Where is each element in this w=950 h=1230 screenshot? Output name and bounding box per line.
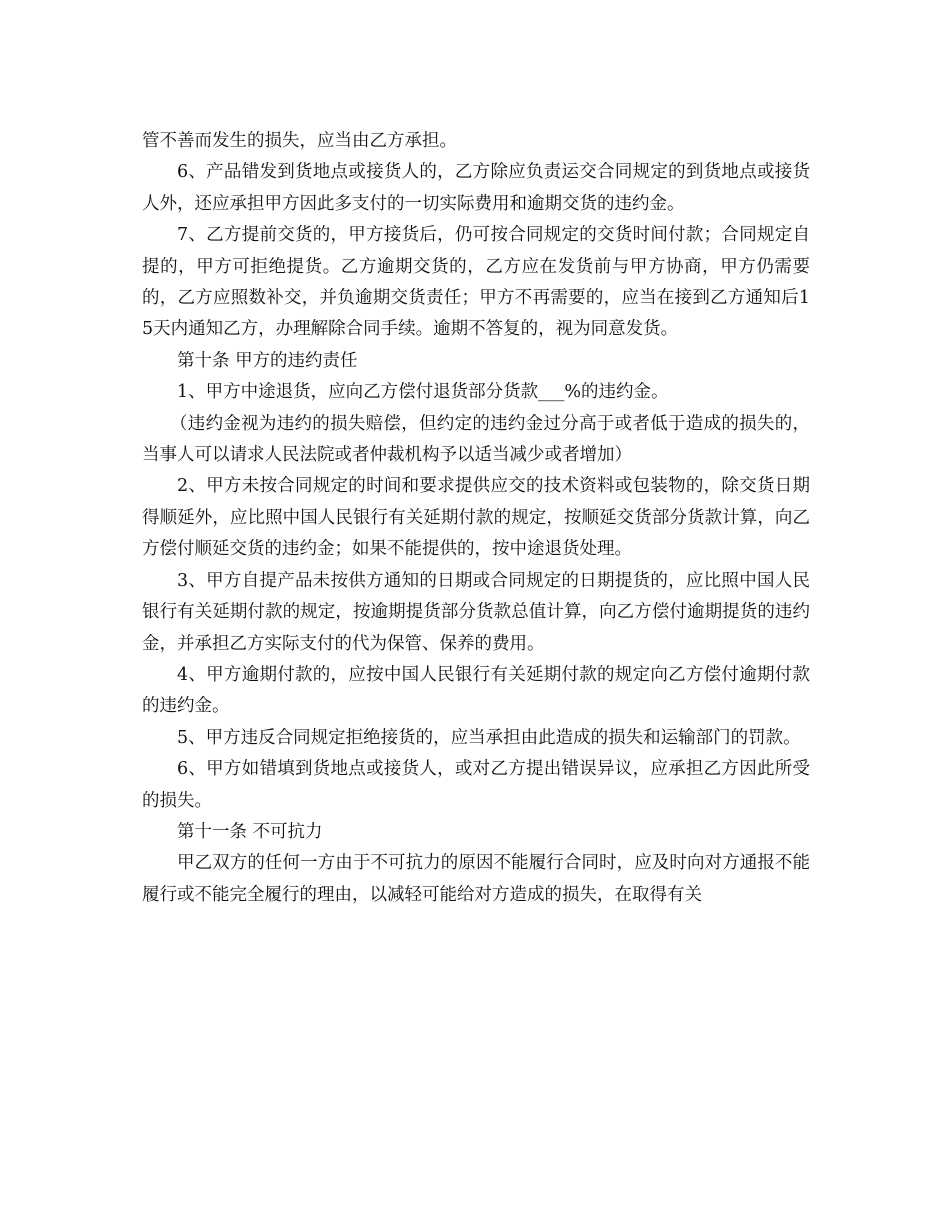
section-heading-article-11: 第十一条 不可抗力: [177, 821, 323, 842]
paragraph-clause-6-wrong-address: 6、甲方如错填到货地点或接货人，或对乙方提出错误异议，应承担乙方因此所受的损失。: [142, 759, 810, 811]
paragraph-clause-1-return: 1、甲方中途退货，应向乙方偿付退货部分货款___%的违约金。: [177, 382, 669, 403]
paragraph-penalty-note: （违约金视为违约的损失赔偿，但约定的违约金过分高于或者低于造成的损失的，当事人可以请求人民法院或者仲裁机构予以适当减少或者增加）: [142, 413, 810, 466]
section-heading-article-10: 第十条 甲方的违约责任: [177, 350, 358, 371]
document-body: [142, 126, 810, 911]
paragraph-clause-5-refusal: 5、甲方违反合同规定拒绝接货的，应当承担由此造成的损失和运输部门的罚款。: [177, 727, 801, 748]
paragraph-clause-2-technical-docs: 2、甲方未按合同规定的时间和要求提供应交的技术资料或包装物的，除交货日期得顺延外，应比照中国人民银行有关延期付款的规定，按顺延交货部分货款计算，向乙方偿付顺延交货的违约金；如果不能提供的，按中途退货处理。: [142, 476, 810, 560]
paragraph-force-majeure: 甲乙双方的任何一方由于不可抗力的原因不能履行合同时，应及时向对方通报不能履行或不能完全履行的理由，以减轻可能给对方造成的损失，在取得有关: [142, 853, 810, 905]
paragraph-clause-6-misdelivery: 6、产品错发到货地点或接货人的，乙方除应负责运交合同规定的到货地点或接货人外，还应承担甲方因此多支付的一切实际费用和逾期交货的违约金。: [142, 162, 810, 214]
paragraph-clause-3-pickup: 3、甲方自提产品未按供方通知的日期或合同规定的日期提货的，应比照中国人民银行有关延期付款的规定，按逾期提货部分货款总值计算，向乙方偿付逾期提货的违约金，并承担乙方实际支付的代为保管、保养的费用。: [142, 570, 810, 654]
paragraph-continuation: 管不善而发生的损失，应当由乙方承担。: [142, 131, 457, 151]
paragraph-clause-7-early-delivery: 7、乙方提前交货的，甲方接货后，仍可按合同规定的交货时间付款；合同规定自提的，甲方可拒绝提货。乙方逾期交货的，乙方应在发货前与甲方协商，甲方仍需要的，乙方应照数补交，并负逾期交货责任；甲方不再需要的，应当在接到乙方通知后15天内通知乙方，办理解除合同手续。逾期不答复的，视为同意发货。: [142, 225, 810, 340]
paragraph-clause-4-late-payment: 4、甲方逾期付款的，应按中国人民银行有关延期付款的规定向乙方偿付逾期付款的违约金。: [142, 664, 810, 717]
